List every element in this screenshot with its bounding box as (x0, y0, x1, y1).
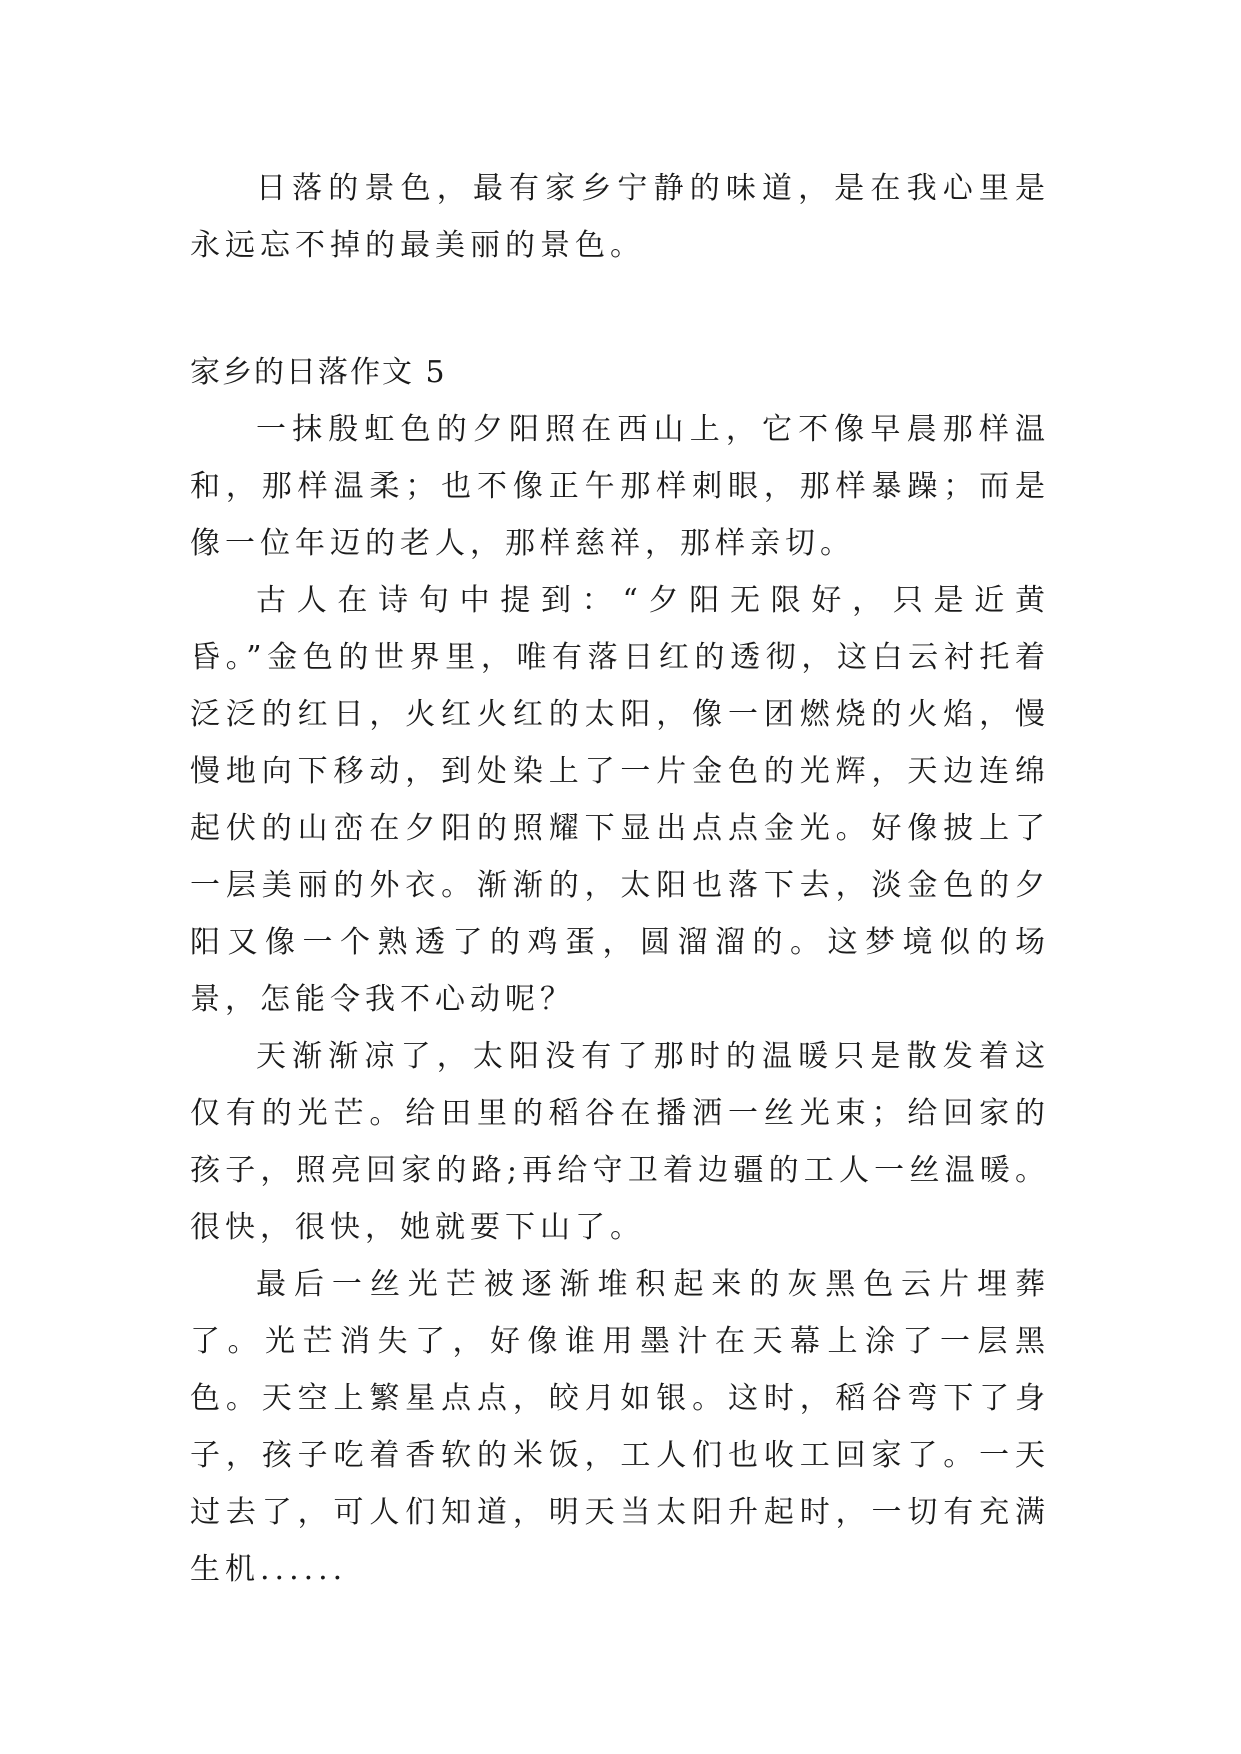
document-body (190, 160, 1050, 1598)
paragraph: 最后一丝光芒被逐渐堆积起来的灰黑色云片埋葬了。光芒消失了，好像谁用墨汁在天幕上涂了一层黑色。天空上繁星点点，皎月如银。这时，稻谷弯下了身子，孩子吃着香软的米饭，工人们也收工回家了。一天过去了，可人们知道，明天当太阳升起时，一切有充满生机...... (190, 1267, 1050, 1587)
paragraph: 古人在诗句中提到：“夕阳无限好，只是近黄昏。”金色的世界里，唯有落日红的透彻，这白云衬托着泛泛的红日，火红火红的太阳，像一团燃烧的火焰，慢慢地向下移动，到处染上了一片金色的光辉，天边连绵起伏的山峦在夕阳的照耀下显出点点金光。好像披上了一层美丽的外衣。渐渐的，太阳也落下去，淡金色的夕阳又像一个熟透了的鸡蛋，圆溜溜的。这梦境似的场景，怎能令我不心动呢？ (190, 583, 1050, 1017)
paragraph: 一抹殷虹色的夕阳照在西山上，它不像早晨那样温和，那样温柔；也不像正午那样刺眼，那样暴躁；而是像一位年迈的老人，那样慈祥，那样亲切。 (190, 412, 1050, 561)
intro-paragraph: 日落的景色，最有家乡宁静的味道，是在我心里是永远忘不掉的最美丽的景色。 (190, 171, 1050, 263)
section-title: 家乡的日落作文 5 (190, 355, 447, 390)
paragraph: 天渐渐凉了，太阳没有了那时的温暖只是散发着这仅有的光芒。给田里的稻谷在播洒一丝光束；给回家的孩子，照亮回家的路;再给守卫着边疆的工人一丝温暖。很快，很快，她就要下山了。 (190, 1039, 1050, 1245)
